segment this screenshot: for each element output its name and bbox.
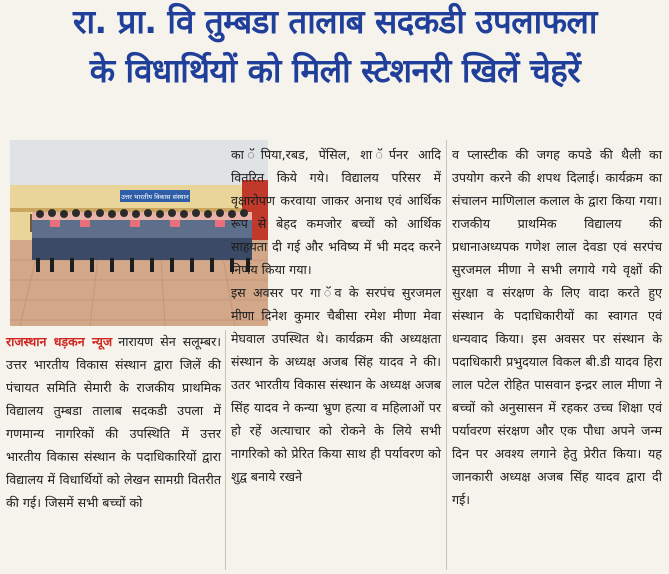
group-photo-illustration bbox=[10, 140, 268, 326]
column-divider bbox=[446, 140, 447, 570]
byline: राजस्थान धड़कन न्यूज bbox=[6, 334, 113, 349]
column-divider bbox=[225, 330, 226, 570]
column-1-text: नारायण सेन सलूम्बर। उत्तर भारतीय विकास संस्थान द्वारा जिलें की पंचायत समिति सेमारी के राजकीय प्राथमिक विद्यालय तुम्बडा तालाब सदकडी उपला में गणमान्य नागरिकों की उपस्थिति में उत्तर भारतीय विकास संस्थान के पदाधिकारियों द्वारा विद्यालय में विधार्थियों को लेखन सामग्री वितरीत की गई। जिसमें सभी बच्चों को bbox=[6, 334, 222, 510]
headline-line-1: रा. प्रा. वि तुम्बडा तालाब सदकडी उपलाफला bbox=[73, 2, 597, 41]
article-photo bbox=[10, 140, 268, 326]
article-column-2 bbox=[231, 143, 441, 488]
column-2-paragraph-1: का ॅपिया,रबड, पेंसिल, शा ॅर्पनर आदि वितरित किये गये। विद्यालय परिसर में वृक्षारोपण करवाया जाकर अनाथ एवं आर्थिक रूप से बेहद कमजोर बच्चों को आर्थिक साहयता दी गई और भविष्य में भी मदद करने निर्णय किया गया। bbox=[231, 147, 441, 277]
column-3-text: व प्लास्टीक की जगह कपडे की थैली का उपयोग करने की शपथ दिलाई। कार्यक्रम का संचालन माणिलाल कलाल के द्वारा किया गया। राजकीय प्राथमिक विद्यालय की प्रधानाअध्यपक गणेश लाल देवडा एवं सरपंच सुरजमल मीणा ने सभी लगाये गये वृक्षों की सुरक्षा व संरक्षण के लिए वादा करते हुए संस्थान के पदाधिकारीयों का स्वागत एवं धन्यवाद किया। इस अवसर पर संस्थान के पदाधिकारी प्रभुदयाल विकल बी.डी यादव हिरा लाल पटेल रोहित पासवान इन्द्रर लाल मीणा ने बच्चों को अनुसासन में रहकर उच्च शिक्षा एवं पर्यावरण संरक्षण और एक पौधा अपने जन्म दिन पर अवश्य लगाने हेतु प्रेरीत किया। यह जानकारी अध्यक्ष अजब सिंह यादव द्वारा दी गई। bbox=[452, 147, 662, 507]
article-headline bbox=[10, 4, 660, 90]
article-column-3 bbox=[452, 143, 662, 511]
column-2-paragraph-2: इस अवसर पर गा ॅव के सरपंच सुरजमल मीणा दिनेश कुमार चैबीसा रमेश मीणा मेवा मेघवाल उपस्थित थे। कार्यक्रम की अध्यक्षता संस्थान के अध्यक्ष अजब सिंह यादव ने की। उतर भारतीय विकास संस्थान के अध्यक्ष अजब सिंह यादव ने कन्या भ्रुण हत्या व महिलाओं पर हो रहें अत्याचार को रोकने के लिये सभी नागरिको को प्रेरित किया साथ ही पर्यावरण को शुद्व बनाये रखने bbox=[231, 285, 441, 484]
article-column-1 bbox=[6, 330, 221, 514]
banner-text: उत्तर भारतीय विकास संस्थान bbox=[121, 193, 189, 201]
headline-line-2: के विधार्थियों को मिली स्टेशनरी खिलें चेहरें bbox=[89, 50, 581, 90]
